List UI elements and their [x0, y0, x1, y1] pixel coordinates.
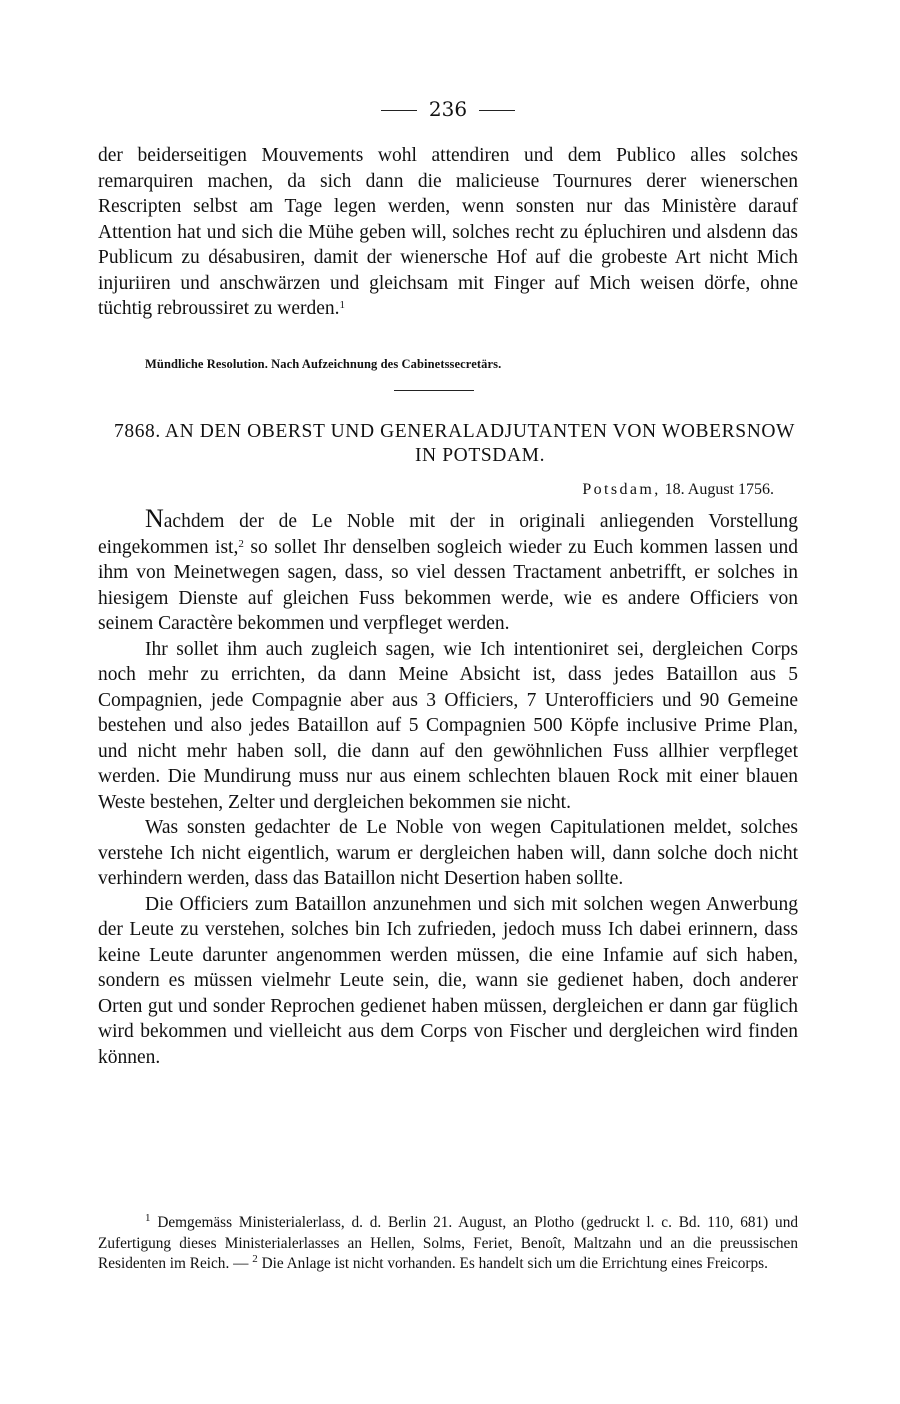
footnotes [98, 1213, 798, 1275]
continuation-paragraph [98, 143, 798, 322]
initial-letter: N [145, 504, 164, 533]
paragraph-1-text-start: achdem der de Le Noble mit der in originali anliegenden Vorstellung eingekommen ist, [98, 511, 798, 558]
place-date-line [582, 480, 774, 500]
document-heading [114, 420, 798, 468]
document-title: AN DEN OBERST UND GENERALADJUTANTEN VON WOBERSNOW IN POTSDAM. [164, 421, 796, 466]
footnote-1-mark: 1 [145, 1212, 151, 1224]
document-page [98, 0, 798, 1404]
footnote-2-text: Die Anlage ist nicht vorhanden. Es handelt sich um die Errichtung eines Freicorps. [261, 1255, 768, 1272]
footnote-2-mark: 2 [252, 1253, 258, 1265]
section-separator [394, 390, 474, 391]
letter-paragraph-3: Was sonsten gedachter de Le Noble von wegen Capitulationen meldet, solches verstehe Ich nicht eigentlich, warum er dergleichen haben will, dann solche doch nicht verhindern werden, dass das Bataillon nicht Desertion haben sollte. [98, 817, 798, 889]
page-number-dash-right [479, 110, 515, 111]
paragraph-1-text-end: so sollet Ihr denselben sogleich wieder zu Euch kommen lassen und ihm von Meinetwegen sagen, dass, so viel dessen Tractament anbetrifft, er solches in hiesigem Dienste auf gleichen Fuss bekommen werde, wie es andere Officiers von seinem Caractère bekommen und verpfleget werden. [98, 536, 798, 634]
footnote-ref-1: 1 [339, 299, 346, 311]
document-place: Potsdam, [582, 481, 661, 498]
continuation-text-line [98, 143, 798, 322]
footnote-ref-2: 2 [238, 537, 244, 550]
footnote-block [98, 1213, 798, 1275]
page-number-value: 236 [428, 97, 468, 121]
page-number-dash-left [381, 110, 417, 111]
letter-paragraph-4: Die Officiers zum Bataillon anzunehmen und sich mit solchen wegen Anwerbung der Leute zu verstehen, solches bin Ich zufrieden, jedoch muss Ich dabei erinnern, dass keine Leute darunter angenommen werden müssen, die eine Infamie auf sich haben, sondern es müssen vielmehr Leute sein, die, wann sie gedienet haben, doch anderer Orten gut und sonder Reprochen gedienet haben müssen, dergleichen er dann gar füglich wird bekommen und vielleicht aus dem Corps von Fischer und dergleichen wird finden können. [98, 893, 798, 1068]
document-date: 18. August 1756. [664, 481, 774, 498]
continuation-text: der beiderseitigen Mouvements wohl attendiren und dem Publico alles solches remarquiren machen, da sich dann die malicieuse Tournures derer wienerschen Rescripten selbst am Tage legen werden, wenn sonsten nur das Ministère darauf Attention hat und sich die Mühe geben will, solches recht zu épluchiren und alsdenn das Publicum zu désabusiren, damit der wienersche Hof auf die grobeste Art nicht Mich injuriiren und anschwärzen und gleichsam mit Finger auf Mich weisen dörfe, ohne tüchtig rebroussiret zu werden. [98, 145, 798, 319]
source-note: Mündliche Resolution. Nach Aufzeichnung des Cabinetssecretärs. [145, 357, 502, 371]
page-number [98, 95, 798, 123]
letter-paragraph-2: Ihr sollet ihm auch zugleich sagen, wie Ich intentioniret sei, dergleichen Corps noch mehr zu errichten, da dann Meine Absicht ist, dass jedes Bataillon aus 5 Compagnien, jede Compagnie aber aus 3 Officiers, 7 Unterofficiers und 90 Gemeine bestehen und also jedes Bataillon auf 5 Compagnien 500 Köpfe inclusive Prime Plan, und nicht mehr haben soll, die dann auf den gewöhnlichen Fuss allhier verpfleget werden. Die Mundirung muss nur aus einem schlechten blauen Rock mit einer blauen Weste bestehen, Zelter und dergleichen bekommen sie nicht. [98, 638, 798, 813]
letter-body [98, 506, 798, 1070]
footnote-1-text: Demgemäss Ministerialerlass, d. d. Berlin 21. August, an Plotho (gedruckt l. c. Bd. 110, 681) und Zufertigung dieses Ministerialerlasses an Hellen, Solms, Feriet, Benoît, Maltzahn und an die preussischen Residenten im Reich. — [98, 1214, 798, 1272]
letter-paragraph-1 [98, 506, 798, 637]
document-number: 7868. [114, 421, 161, 442]
